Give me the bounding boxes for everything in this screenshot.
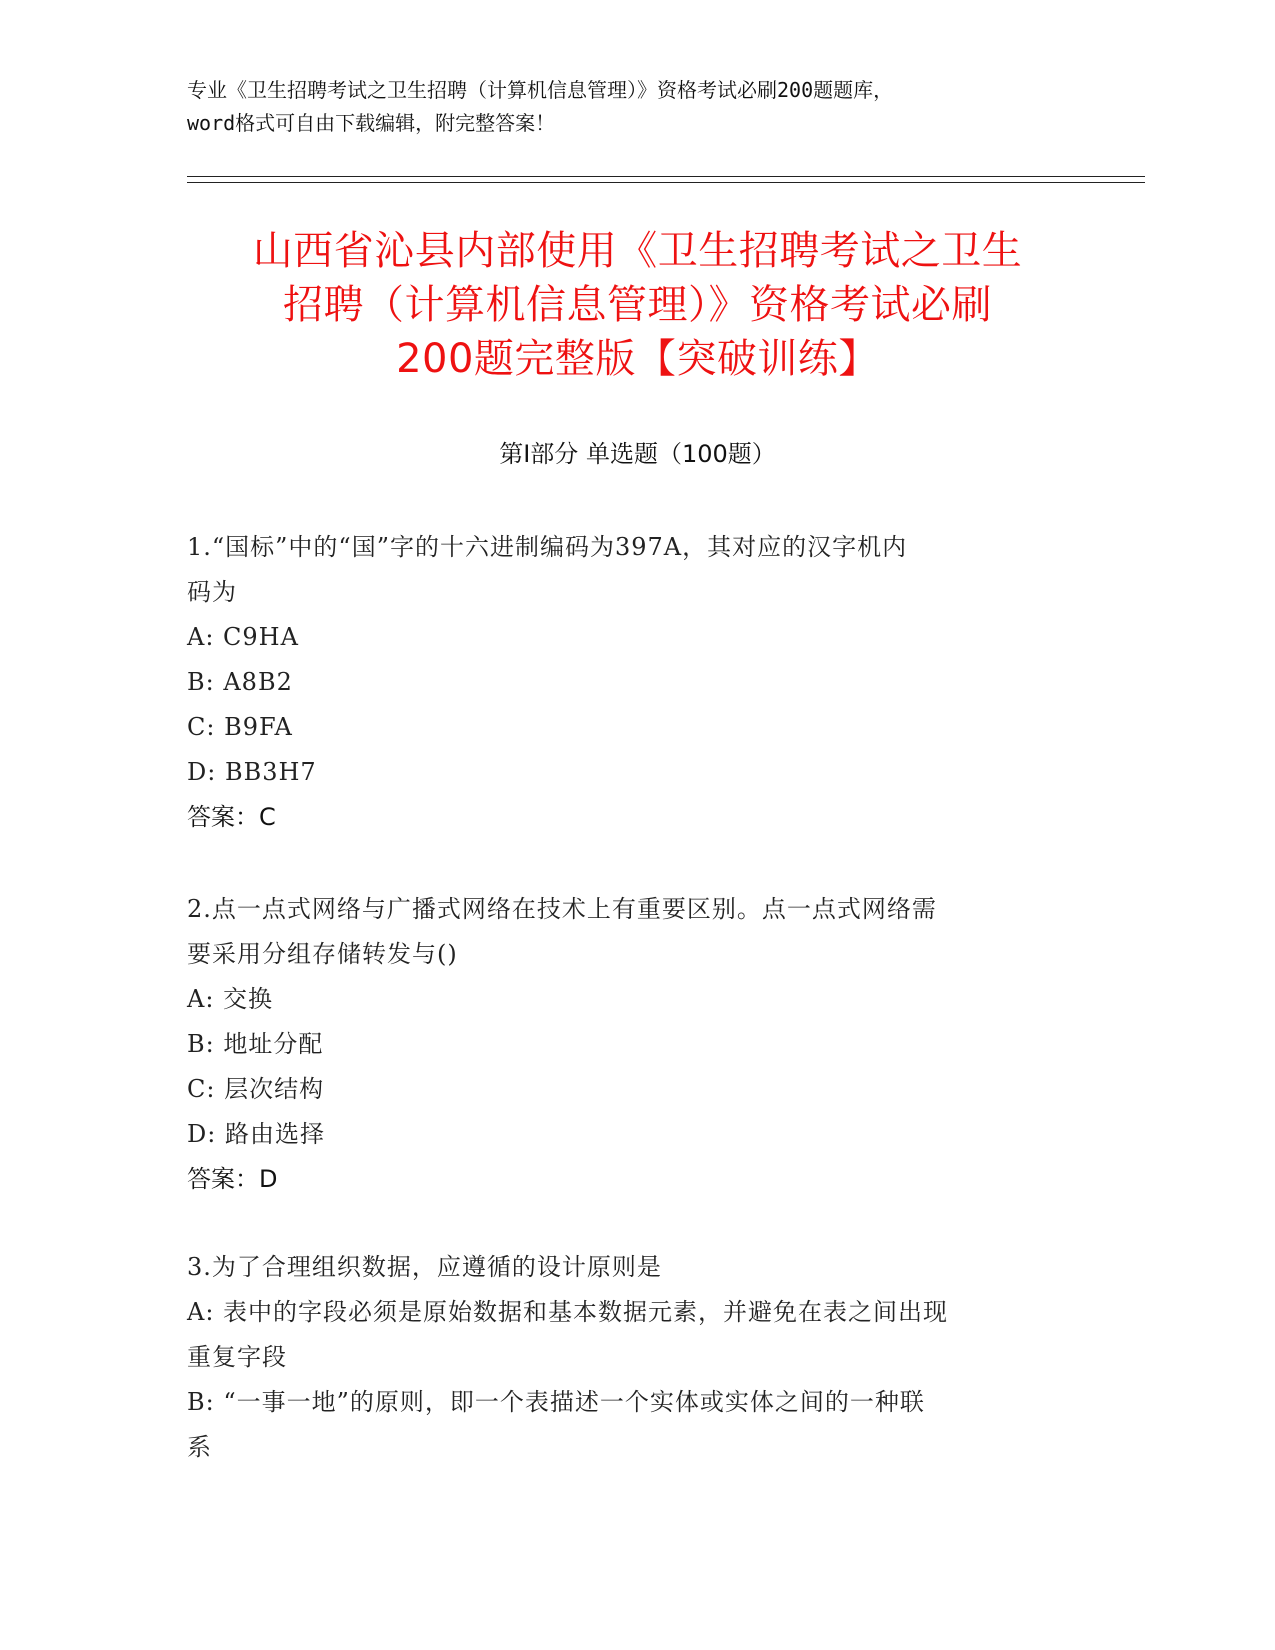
option-d: D: BB3H7 (187, 758, 317, 786)
question-stem: 码为 (187, 578, 237, 606)
option-b: B: 地址分配 (187, 1030, 324, 1058)
option-a: A: 表中的字段必须是原始数据和基本数据元素，并避免在表之间出现 (187, 1298, 949, 1326)
document-title (150, 224, 1125, 386)
header-note (187, 74, 1087, 140)
question-stem: 3.为了合理组织数据，应遵循的设计原则是 (187, 1253, 662, 1281)
option-a: A: C9HA (187, 623, 299, 651)
option-b: B: “一事一地”的原则，即一个表描述一个实体或实体之间的一种联 (187, 1388, 925, 1416)
answer-line: 答案：D (187, 1165, 278, 1193)
option-a: A: 交换 (187, 985, 274, 1013)
header-divider (187, 176, 1145, 177)
section-heading: 第Ⅰ部分 单选题（100题） (499, 440, 776, 468)
header-note-line: word格式可自由下载编辑，附完整答案！ (187, 111, 556, 135)
header-note-line: 专业《卫生招聘考试之卫生招聘（计算机信息管理）》资格考试必刷200题题库， (187, 78, 894, 102)
question-block (187, 525, 1087, 840)
title-line: 招聘（计算机信息管理）》资格考试必刷 (283, 282, 992, 328)
title-line: 200题完整版【突破训练】 (396, 336, 879, 382)
question-block (187, 887, 1087, 1202)
answer-line: 答案：C (187, 803, 276, 831)
option-b: B: A8B2 (187, 668, 293, 696)
question-block (187, 1245, 1087, 1470)
question-stem: 1.“国标”中的“国”字的十六进制编码为397A，其对应的汉字机内 (187, 533, 908, 561)
option-a-continued: 重复字段 (187, 1343, 287, 1371)
header-divider (187, 182, 1145, 183)
option-d: D: 路由选择 (187, 1120, 325, 1148)
option-b-continued: 系 (187, 1433, 212, 1461)
option-c: C: 层次结构 (187, 1075, 325, 1103)
question-stem: 2.点一点式网络与广播式网络在技术上有重要区别。点一点式网络需 (187, 895, 937, 923)
title-line: 山西省沁县内部使用《卫生招聘考试之卫生 (252, 228, 1023, 274)
option-c: C: B9FA (187, 713, 293, 741)
question-stem: 要采用分组存储转发与() (187, 940, 458, 968)
